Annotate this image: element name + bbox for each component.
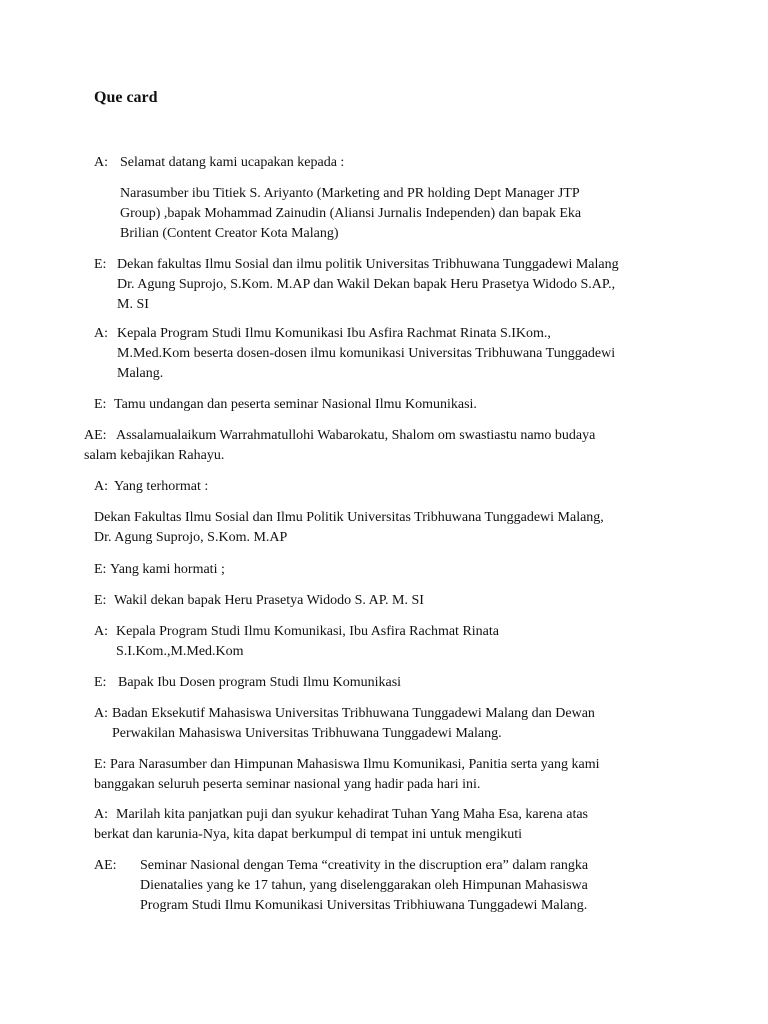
- text-line: Kepala Program Studi Ilmu Komunikasi Ibu Asfira Rachmat Rinata S.IKom.,: [117, 326, 551, 341]
- speaker-label: A:: [94, 706, 108, 721]
- speaker-label: E:: [94, 757, 107, 772]
- page-title: Que card: [94, 89, 158, 106]
- text-line: Kepala Program Studi Ilmu Komunikasi, Ibu Asfira Rachmat Rinata: [116, 624, 499, 639]
- text-line: Program Studi Ilmu Komunikasi Universitas Tribhiuwana Tunggadewi Malang.: [140, 898, 588, 913]
- speaker-label: E:: [94, 562, 107, 577]
- paragraph-text: Bapak Ibu Dosen program Studi Ilmu Komunikasi: [118, 675, 402, 690]
- speaker-label: E:: [94, 397, 107, 412]
- text-line: Seminar Nasional dengan Tema “creativity in the discruption era” dalam rangka: [140, 858, 589, 873]
- text-line: salam kebajikan Rahayu.: [84, 448, 225, 463]
- paragraph-vice-dean: [94, 591, 424, 611]
- text-line: Marilah kita panjatkan puji dan syukur kehadirat Tuhan Yang Maha Esa, karena atas: [116, 807, 589, 822]
- speaker-label: E:: [94, 257, 107, 272]
- text-line: Group) ,bapak Mohammad Zainudin (Aliansi Jurnalis Independen) dan bapak Eka: [120, 206, 582, 221]
- paragraph-text: Yang terhormat :: [114, 479, 209, 494]
- speaker-label: A:: [94, 624, 108, 639]
- text-line: Dekan fakultas Ilmu Sosial dan ilmu politik Universitas Tribhuwana Tunggadewi Malang: [117, 257, 619, 272]
- paragraph-honored: [94, 560, 225, 580]
- text-line: Dr. Agung Suprojo, S.Kom. M.AP dan Wakil Dekan bapak Heru Prasetya Widodo S.AP.,: [117, 277, 616, 292]
- text-line: Dienatalies yang ke 17 tahun, yang diselenggarakan oleh Himpunan Mahasiswa: [140, 878, 588, 893]
- paragraph-guests: [94, 395, 477, 415]
- speaker-label: A:: [94, 326, 108, 341]
- speaker-label: A:: [94, 807, 108, 822]
- text-line: Para Narasumber dan Himpunan Mahasiswa Ilmu Komunikasi, Panitia serta yang kami: [110, 757, 600, 772]
- paragraph-lecturers: [94, 673, 401, 693]
- speaker-label: A:: [94, 479, 108, 494]
- text-line: S.I.Kom.,M.Med.Kom: [116, 644, 244, 659]
- paragraph-participants: [94, 755, 600, 795]
- paragraph-seminar: [94, 856, 588, 916]
- text-line: Perwakilan Mahasiswa Universitas Tribhuwana Tunggadewi Malang.: [112, 726, 502, 741]
- paragraph-welcome: [94, 153, 344, 173]
- text-line: banggakan seluruh peserta seminar nasional yang hadir pada hari ini.: [94, 777, 481, 792]
- paragraph-respected: [94, 477, 208, 497]
- paragraph-student-bodies: [94, 704, 595, 744]
- paragraph-head-of-program: [94, 324, 615, 384]
- text-line: berkat dan karunia-Nya, kita dapat berkumpul di tempat ini untuk mengikuti: [94, 827, 523, 842]
- speaker-label: E:: [94, 675, 107, 690]
- paragraph-text: Wakil dekan bapak Heru Prasetya Widodo S. AP. M. SI: [114, 593, 424, 608]
- paragraph-text: Tamu undangan dan peserta seminar Nasional Ilmu Komunikasi.: [114, 397, 477, 412]
- paragraph-greeting: [84, 426, 595, 466]
- text-line: M. SI: [117, 297, 149, 312]
- text-line: Narasumber ibu Titiek S. Ariyanto (Marketing and PR holding Dept Manager JTP: [120, 186, 580, 201]
- text-line: M.Med.Kom beserta dosen-dosen ilmu komunikasi Universitas Tribhuwana Tunggadewi: [117, 346, 616, 361]
- text-line: Dekan Fakultas Ilmu Sosial dan Ilmu Politik Universitas Tribhuwana Tunggadewi Malang,: [94, 510, 604, 525]
- paragraph-text: Selamat datang kami ucapakan kepada :: [120, 155, 345, 170]
- text-line: Dr. Agung Suprojo, S.Kom. M.AP: [94, 530, 288, 545]
- paragraph-text: Yang kami hormati ;: [110, 562, 225, 577]
- speaker-label: AE:: [94, 858, 117, 873]
- speaker-label: E:: [94, 593, 107, 608]
- speaker-label: AE:: [84, 428, 107, 443]
- text-line: Brilian (Content Creator Kota Malang): [120, 226, 339, 241]
- paragraph-dean: [94, 255, 619, 315]
- paragraph-dean-full: [94, 508, 604, 548]
- text-line: Badan Eksekutif Mahasiswa Universitas Tribhuwana Tunggadewi Malang dan Dewan: [112, 706, 595, 721]
- speaker-label: A:: [94, 155, 108, 170]
- text-line: Assalamualaikum Warrahmatullohi Wabarokatu, Shalom om swastiastu namo budaya: [116, 428, 596, 443]
- paragraph-speakers: [120, 184, 581, 244]
- text-line: Malang.: [117, 366, 164, 381]
- paragraph-gratitude: [94, 805, 588, 845]
- paragraph-head-of-program-2: [94, 622, 499, 662]
